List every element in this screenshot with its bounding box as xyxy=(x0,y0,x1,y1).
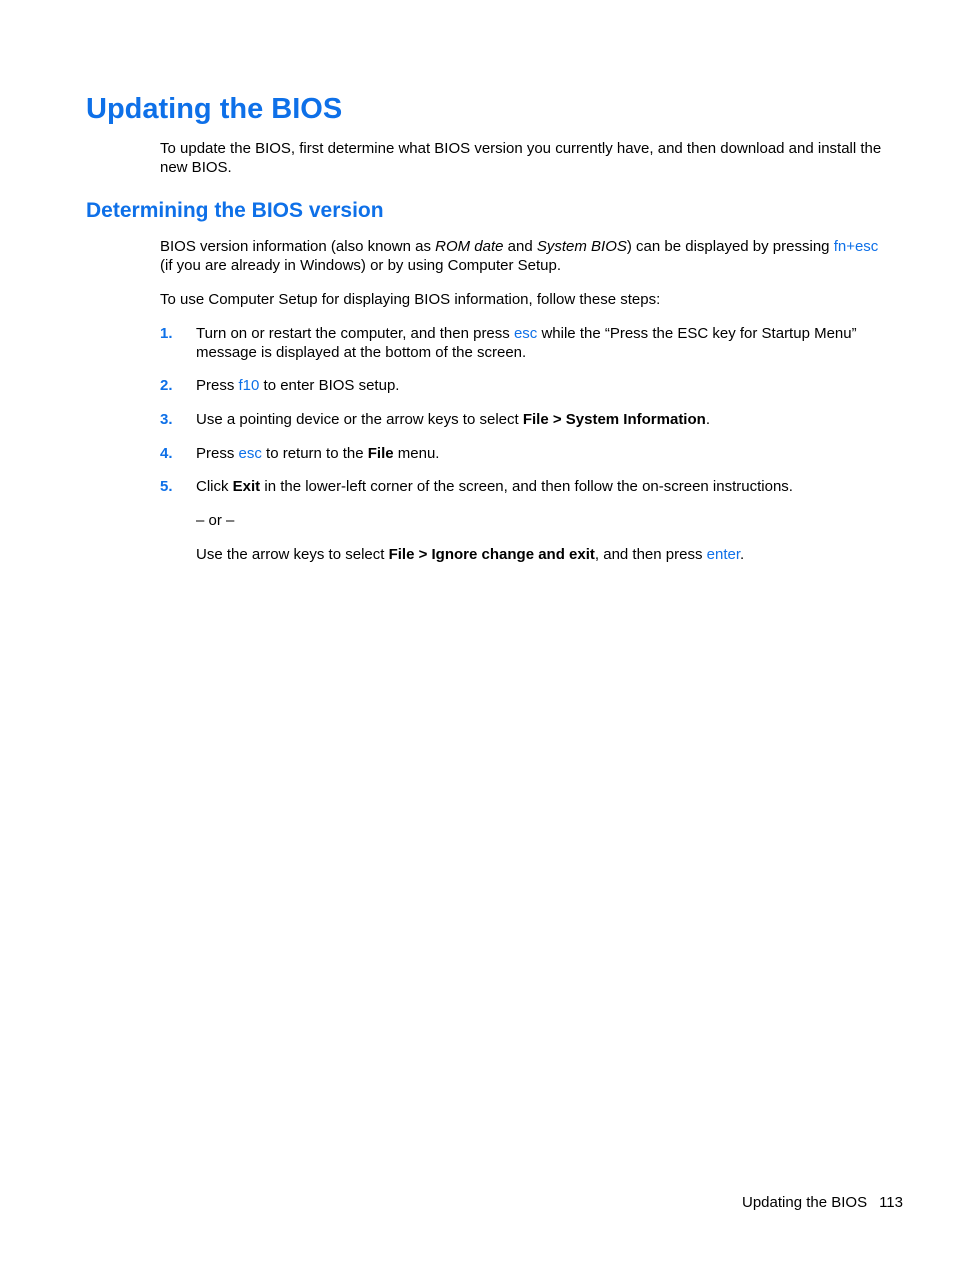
key-f10: f10 xyxy=(238,377,260,394)
text: Press xyxy=(196,377,239,394)
step-text xyxy=(196,444,896,463)
text: Turn on or restart the computer, and then press xyxy=(196,325,514,342)
or-separator: – or – xyxy=(196,512,235,529)
section-title: Determining the BIOS version xyxy=(86,199,384,222)
alternate-step-text xyxy=(196,545,896,564)
step-text xyxy=(196,324,896,362)
rom-date-term: ROM date xyxy=(435,238,504,255)
key-enter: enter xyxy=(706,546,741,563)
text: ) can be displayed by pressing xyxy=(626,238,834,255)
page-footer xyxy=(742,1193,903,1212)
step-number: 3. xyxy=(160,411,173,428)
page-title: Updating the BIOS xyxy=(86,93,343,125)
text: menu. xyxy=(393,445,440,462)
text: , and then press xyxy=(594,546,707,563)
key-esc: esc xyxy=(238,445,262,462)
menu-path: File > Ignore change and exit xyxy=(388,546,595,563)
step-text xyxy=(196,376,896,395)
step-number: 2. xyxy=(160,377,173,394)
text: while the “Press the ESC key for Startup Menu” message is displayed at the bottom of the screen. xyxy=(196,325,857,361)
step-text xyxy=(196,410,896,429)
text: to return to the xyxy=(261,445,368,462)
key-esc: esc xyxy=(513,325,538,342)
text: Use the arrow keys to select xyxy=(196,546,389,563)
text: BIOS version information (also known as xyxy=(160,238,436,255)
bios-version-paragraph xyxy=(160,237,890,275)
text: . xyxy=(740,546,745,563)
page-number: 113 xyxy=(879,1194,903,1211)
step-number: 1. xyxy=(160,325,173,342)
step-text xyxy=(196,477,896,496)
exit-term: Exit xyxy=(232,478,261,495)
text: and xyxy=(503,238,537,255)
step-number: 4. xyxy=(160,445,173,462)
key-fn-esc: fn+esc xyxy=(833,238,879,255)
menu-name: File xyxy=(367,445,394,462)
text: Click xyxy=(196,478,233,495)
text: (if you are already in Windows) or by using Computer Setup. xyxy=(160,257,562,274)
text: . xyxy=(705,411,710,428)
intro-paragraph: To update the BIOS, first determine what BIOS version you currently have, and then download and install the new BIOS. xyxy=(160,140,882,176)
text: in the lower-left corner of the screen, and then follow the on-screen instructions. xyxy=(260,478,793,495)
system-bios-term: System BIOS xyxy=(536,238,627,255)
steps-intro-paragraph: To use Computer Setup for displaying BIOS information, follow these steps: xyxy=(160,291,661,308)
text: Press xyxy=(196,445,239,462)
step-number: 5. xyxy=(160,478,173,495)
footer-section-title: Updating the BIOS xyxy=(742,1194,868,1211)
text: to enter BIOS setup. xyxy=(259,377,400,394)
text: Use a pointing device or the arrow keys to select xyxy=(196,411,523,428)
menu-path: File > System Information xyxy=(522,411,706,428)
